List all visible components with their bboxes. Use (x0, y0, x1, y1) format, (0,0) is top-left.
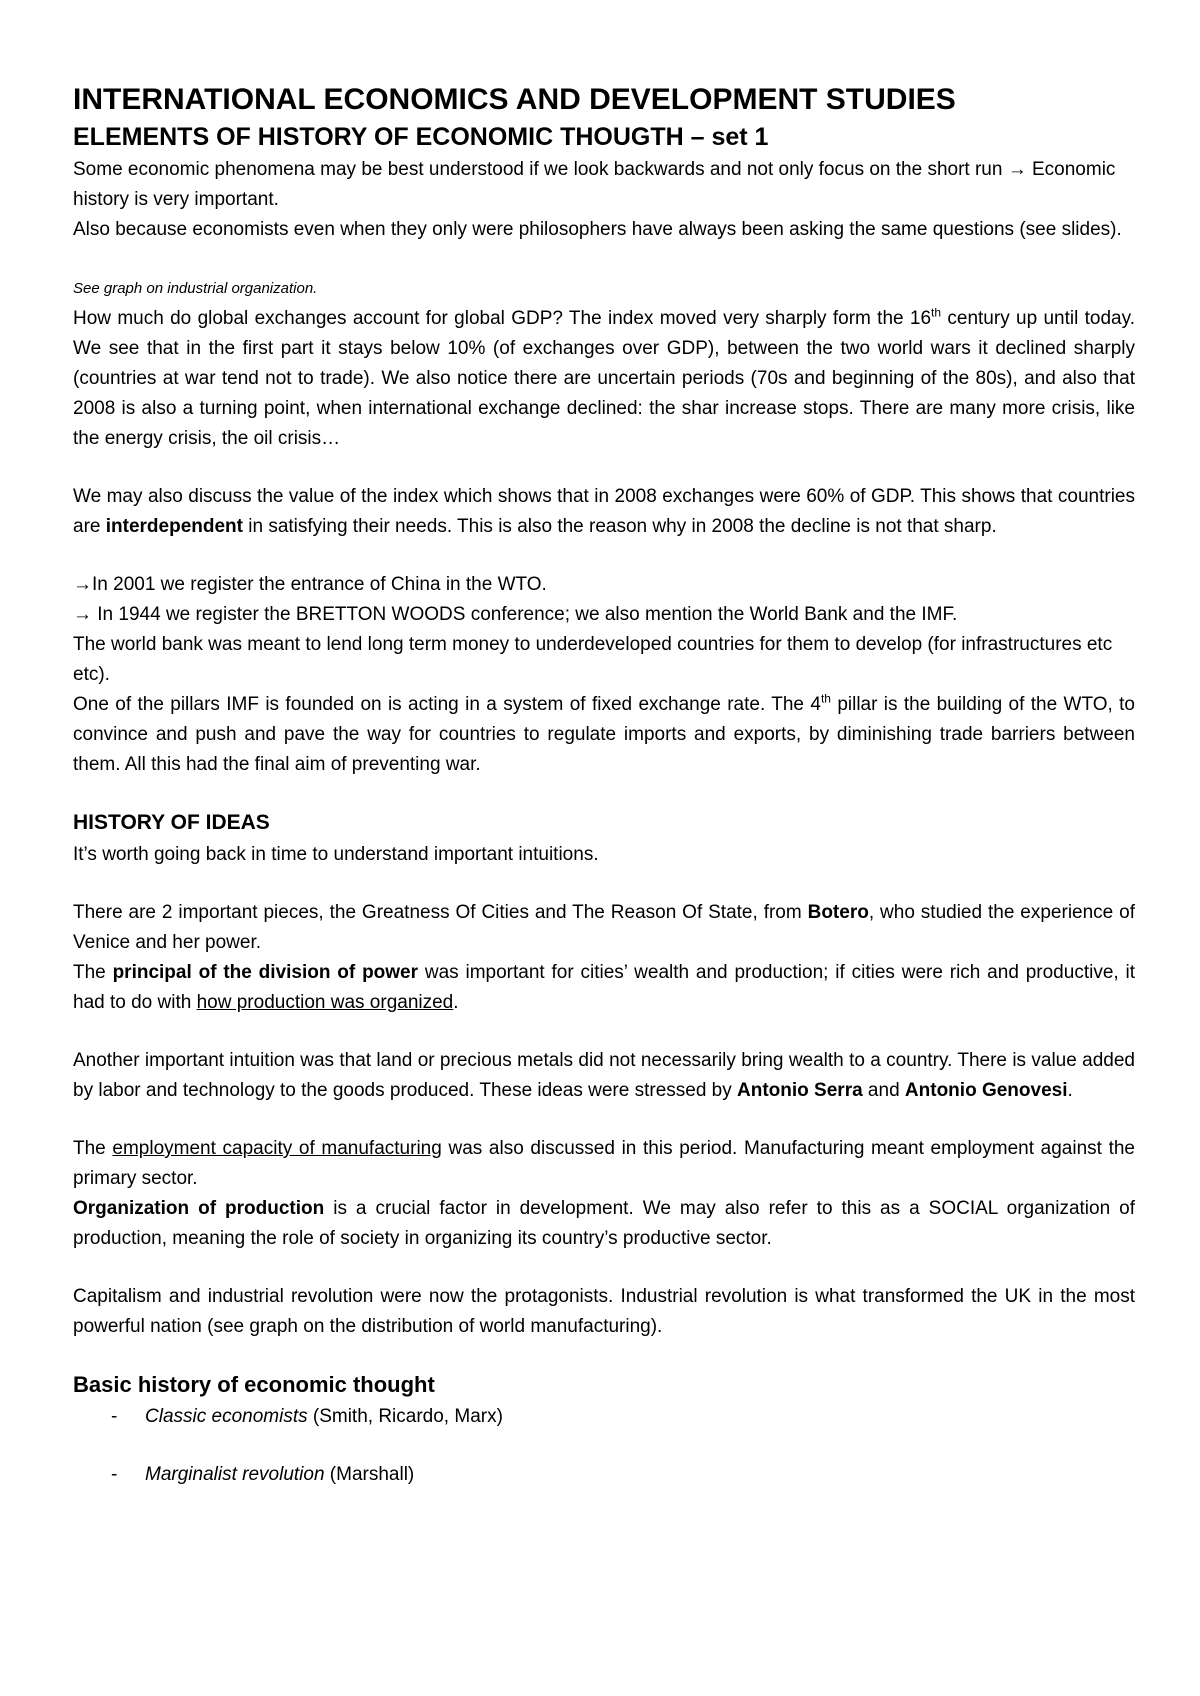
list-item-rest: (Smith, Ricardo, Marx) (307, 1406, 503, 1427)
employment-capacity-underlined: employment capacity of manufacturing (112, 1138, 442, 1159)
right-arrow-icon: → (1007, 159, 1027, 180)
history-text-5a: The (73, 1138, 113, 1159)
botero-name: Botero (807, 902, 869, 923)
event-bretton-text: In 1944 we register the BRETTON WOODS conference; we also mention the World Bank and the IMF. (92, 604, 958, 625)
intro-paragraph-2: Also because economists even when they only were philosophers have always been asking the same questions (see slides). (73, 219, 1122, 240)
history-text-3a: The (73, 962, 113, 983)
gdp-text-2a: We may also discuss the value of the index which shows that in 2008 exchanges were 60% of GDP. This shows that countries are (73, 486, 1135, 537)
history-paragraph-6 (73, 1194, 1135, 1254)
graph-note-text: See graph on industrial organization. (73, 280, 318, 297)
antonio-genovesi-name: Antonio Genovesi (904, 1080, 1068, 1101)
list-item (111, 1402, 1135, 1432)
gdp-text-1a: How much do global exchanges account for global GDP? The index moved very sharply form the 16 (73, 308, 932, 329)
interdependent-term: interdependent (105, 516, 243, 537)
intro-text-1b: Economic history is very important. (73, 159, 1116, 210)
document-title: INTERNATIONAL ECONOMICS AND DEVELOPMENT STUDIES (73, 83, 956, 116)
world-bank-paragraph: The world bank was meant to lend long term money to underdeveloped countries for them to develop (for infrastructures etc etc). (73, 634, 1113, 685)
history-text-2c: , who studied the experience of Venice and her power. (73, 902, 1135, 953)
history-paragraph-2 (73, 898, 1135, 958)
history-paragraph-4 (73, 1046, 1135, 1106)
event-bretton-woods (73, 600, 1135, 630)
history-text-5c: was also discussed in this period. Manufacturing meant employment against the primary sector. (73, 1138, 1135, 1189)
history-text-3c: was important for cities’ wealth and production; if cities were rich and productive, it had to do with (73, 962, 1135, 1013)
history-text-4a: Another important intuition was that land or precious metals did not necessarily bring wealth to a country. There is value added by labor and technology to the goods produced. These ideas were stressed by (73, 1050, 1135, 1101)
history-paragraph-7: Capitalism and industrial revolution were now the protagonists. Industrial revolution is what transformed the UK in the most powerful nation (see graph on the distribution of world manufacturing). (73, 1286, 1135, 1337)
division-of-power-term: principal of the division of power (112, 962, 419, 983)
right-arrow-icon: → (73, 604, 92, 625)
list-item-italic: Marginalist revolution (145, 1464, 325, 1485)
history-paragraph-5 (73, 1134, 1135, 1194)
graph-note (73, 273, 1135, 304)
document-subtitle: ELEMENTS OF HISTORY OF ECONOMIC THOUGTH – set 1 (73, 123, 769, 151)
imf-superscript: th (820, 691, 831, 706)
intro-text-1a: Some economic phenomena may be best understood if we look backwards and not only focus on the short run (73, 159, 1008, 180)
history-paragraph-1: It’s worth going back in time to understand important intuitions. (73, 844, 599, 865)
list-item-rest: (Marshall) (324, 1464, 415, 1485)
right-arrow-icon: → (73, 574, 92, 595)
document-page (73, 80, 1135, 1490)
gdp-paragraph-1 (73, 304, 1135, 454)
imf-paragraph (73, 690, 1135, 780)
intro-paragraph-1 (73, 155, 1135, 215)
basic-history-heading: Basic history of economic thought (73, 1372, 435, 1397)
antonio-serra-name: Antonio Serra (737, 1080, 863, 1101)
list-item (111, 1460, 1135, 1490)
list-item-italic: Classic economists (145, 1406, 308, 1427)
event-wto-china (73, 570, 1135, 600)
production-organized-underlined: how production was organized (196, 992, 454, 1013)
gdp-superscript: th (931, 305, 942, 320)
history-paragraph-3 (73, 958, 1135, 1018)
gdp-text-1b: century up until today. We see that in the first part it stays below 10% (of exchanges over GDP), between the two world wars it declined sharply (countries at war tend not to trade). We also notice there are uncertain periods (70s and beginning of the 80s), and also that 2008 is also a turning point, when international exchange declined: the shar increase stops. There are many more crisis, like the energy crisis, the oil crisis… (73, 308, 1135, 449)
basic-history-list (73, 1402, 1135, 1490)
event-wto-text: In 2001 we register the entrance of China in the WTO. (92, 574, 547, 595)
history-text-6b: is a crucial factor in development. We may also refer to this as a SOCIAL organization of production, meaning the role of society in organizing its country’s productive sector. (73, 1198, 1135, 1249)
history-text-4e: . (1067, 1080, 1073, 1101)
imf-text-a: One of the pillars IMF is founded on is acting in a system of fixed exchange rate. The 4 (73, 694, 821, 715)
history-text-2a: There are 2 important pieces, the Greatness Of Cities and The Reason Of State, from (73, 902, 808, 923)
organization-of-production-term: Organization of production (73, 1198, 325, 1219)
gdp-text-2c: in satisfying their needs. This is also the reason why in 2008 the decline is not that sharp. (242, 516, 997, 537)
history-text-4c: and (862, 1080, 905, 1101)
history-heading: HISTORY OF IDEAS (73, 811, 270, 834)
gdp-paragraph-2 (73, 482, 1135, 542)
history-text-3e: . (453, 992, 459, 1013)
imf-text-b: pillar is the building of the WTO, to convince and push and pave the way for countries to regulate imports and exports, by diminishing trade barriers between them. All this had the final aim of preventing war. (73, 694, 1135, 775)
